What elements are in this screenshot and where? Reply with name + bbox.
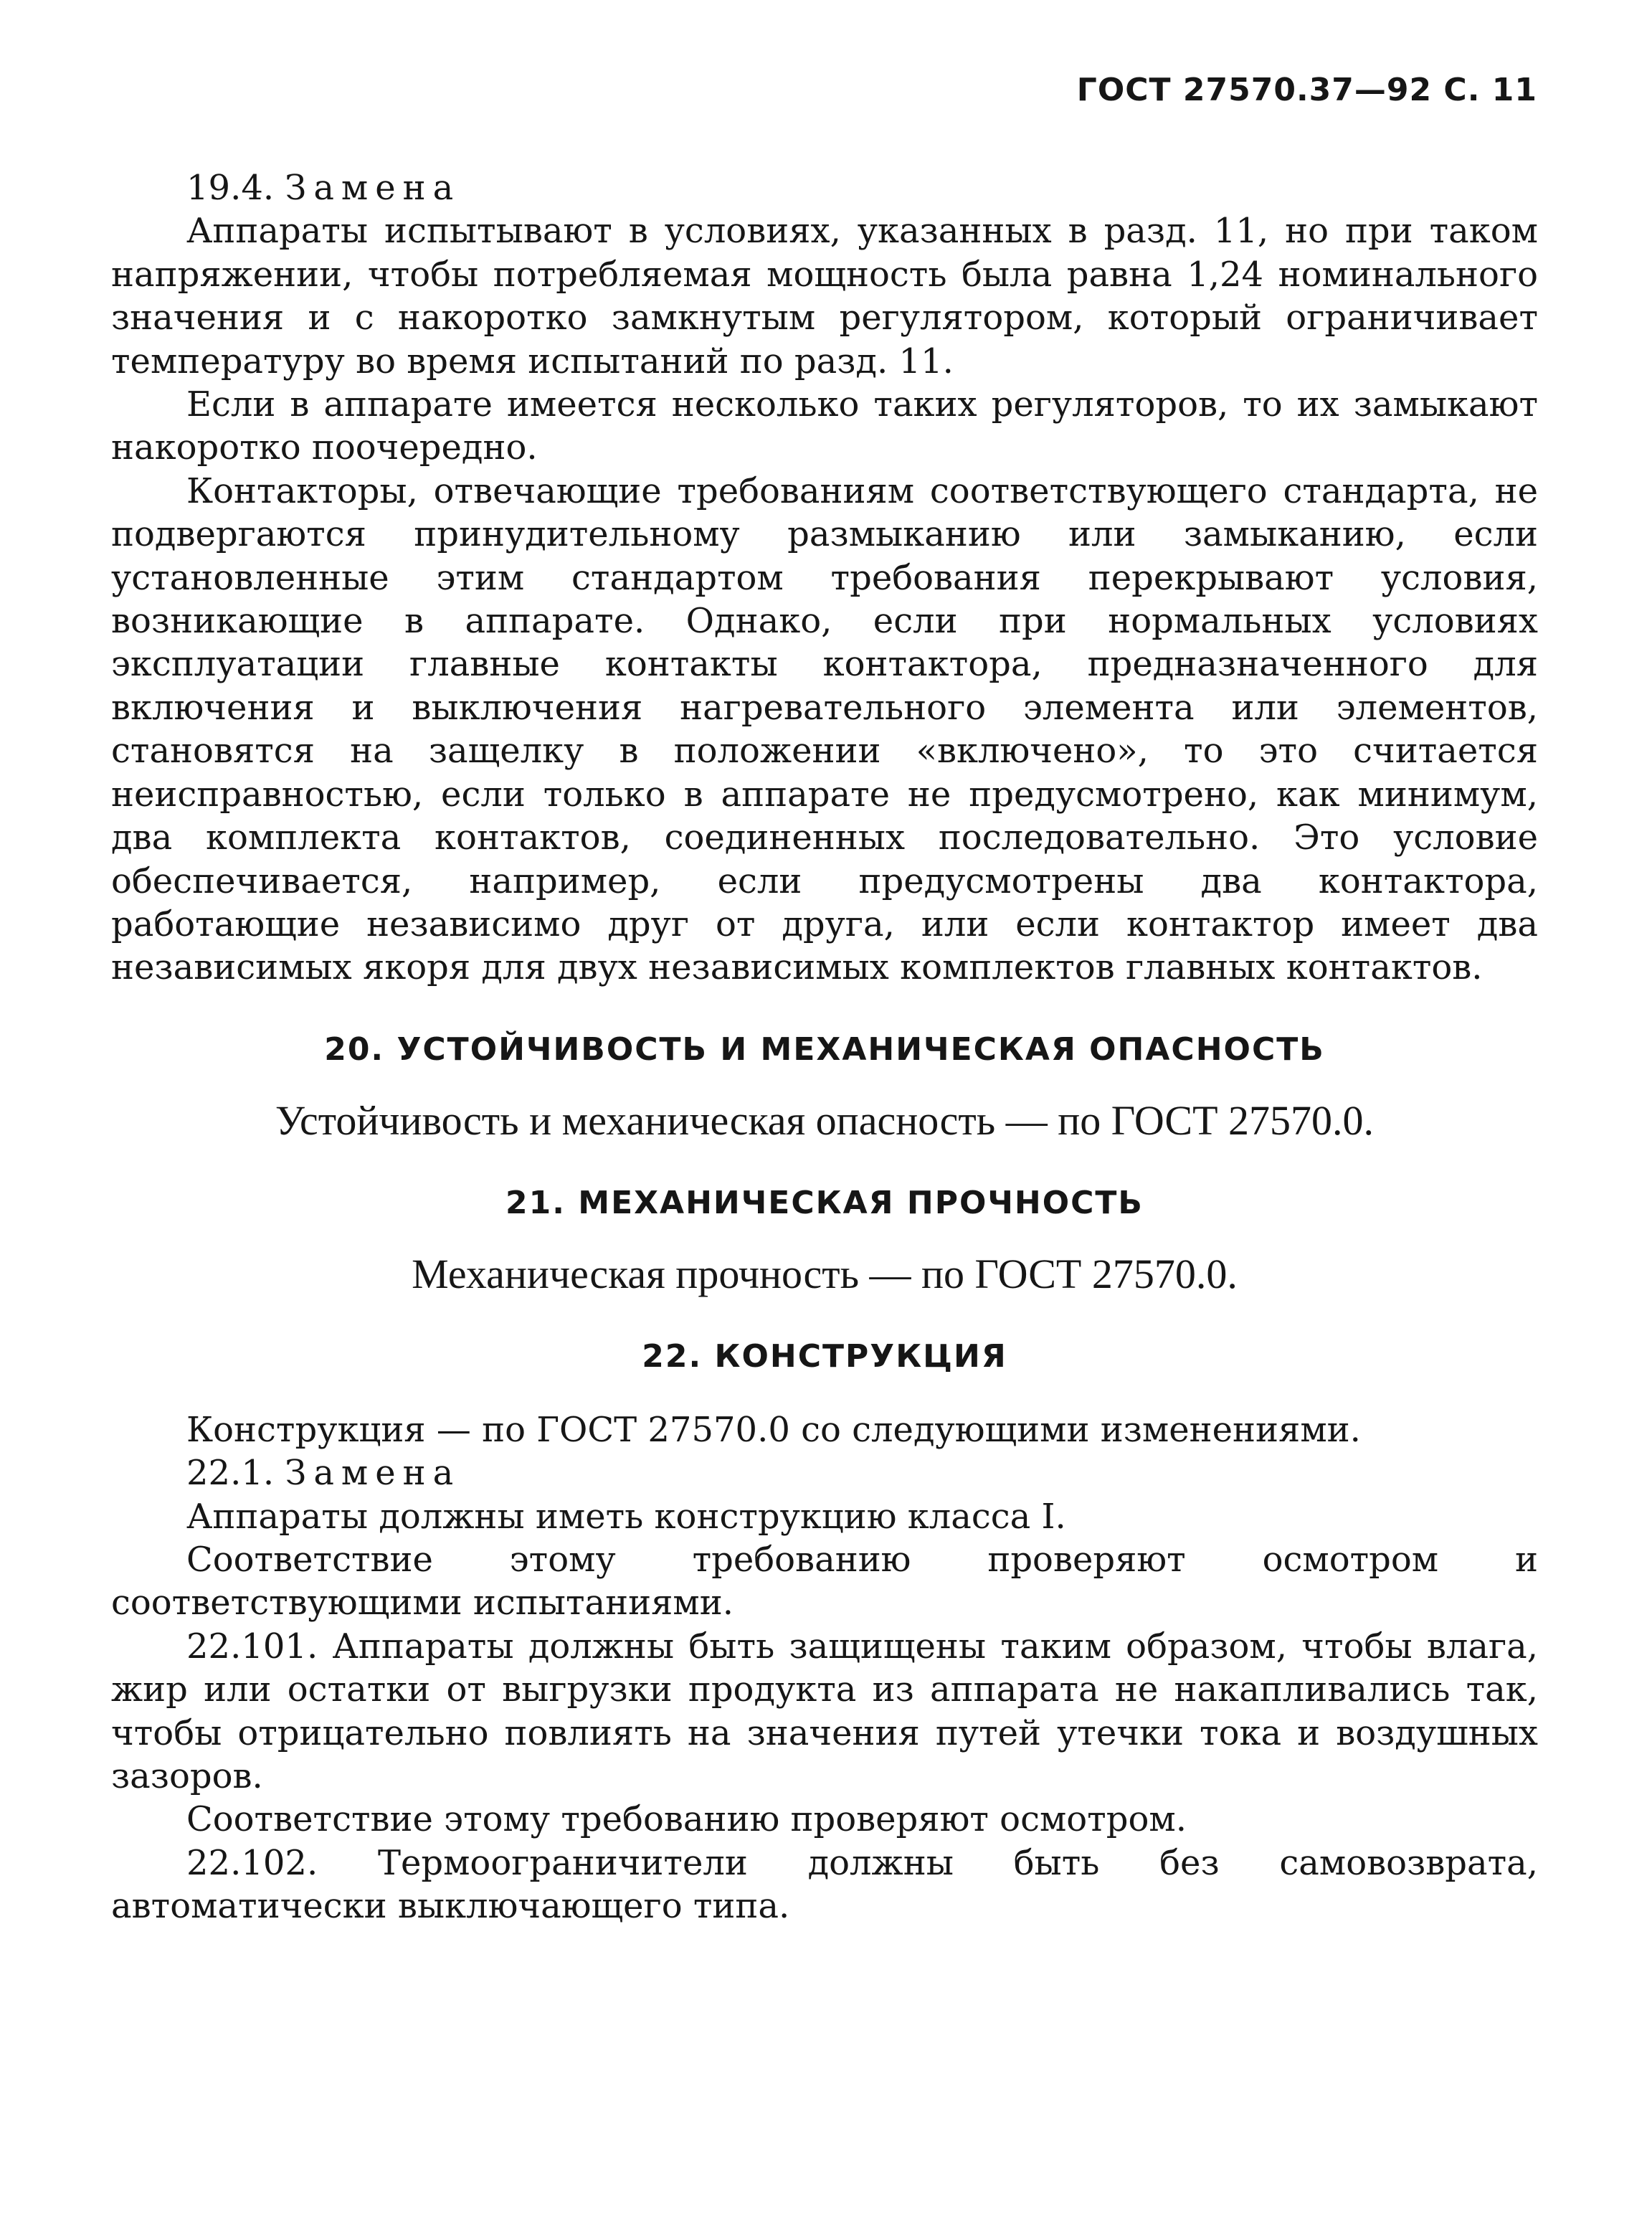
clause-22-102: 22.102. Термоограничители должны быть без самовозврата, автоматически выключающего типа. (111, 1842, 1538, 1927)
clause-22-101: 22.101. Аппараты должны быть защищены таким образом, чтобы влага, жир или остатки от выгрузки продукта из аппарата не накапливались так, чтобы отрицательно повлиять на значения путей утечки тока и воздушных зазоров. (111, 1626, 1538, 1796)
clause-heading: Замена (285, 1453, 461, 1494)
section-20-title: 20. УСТОЙЧИВОСТЬ И МЕХАНИЧЕСКАЯ ОПАСНОСТЬ (324, 1030, 1325, 1068)
paragraph: Аппараты должны иметь конструкцию класса I. (186, 1496, 1066, 1537)
clause-number: 19.4. (186, 168, 275, 208)
section-21-title: 21. МЕХАНИЧЕСКАЯ ПРОЧНОСТЬ (505, 1184, 1144, 1221)
document-body (111, 166, 1538, 1928)
section-21-text: Механическая прочность — по ГОСТ 27570.0. (412, 1250, 1238, 1297)
section-22-intro: Конструкция — по ГОСТ 27570.0 со следующими изменениями. (186, 1409, 1361, 1450)
paragraph: Соответствие этому требованию проверяют осмотром и соответствующими испытаниями. (111, 1539, 1538, 1624)
clause-number: 22.1. (186, 1453, 275, 1494)
section-22-title: 22. КОНСТРУКЦИЯ (642, 1337, 1007, 1375)
paragraph: Контакторы, отвечающие требованиям соответствующего стандарта, не подвергаются принудительному размыканию или замыканию, если установленные этим стандартом требования перекрывают условия, возникающие в аппарате. Однако, если при нормальных условиях эксплуатации главные контакты контактора, предназначенного для включения и выключения нагревательного элемента или элементов, становятся на защелку в положении «включено», то это считается неисправностью, если только в аппарате не предусмотрено, как минимум, два комплекта контактов, соединенных последовательно. Это условие обеспечивается, например, если предусмотрены два контактора, работающие независимо друг от друга, или если контактор имеет два независимых якоря для двух независимых комплектов главных контактов. (111, 470, 1538, 988)
running-header: ГОСТ 27570.37—92 С. 11 (1076, 72, 1537, 108)
paragraph: Соответствие этому требованию проверяют осмотром. (186, 1799, 1187, 1840)
paragraph: Аппараты испытывают в условиях, указанных в разд. 11, но при таком напряжении, чтобы потребляемая мощность была равна 1,24 номинального значения и с накоротко замкнутым регулятором, который ограничивает температуру во время испытаний по разд. 11. (111, 211, 1538, 381)
section-20-text: Устойчивость и механическая опасность — по ГОСТ 27570.0. (275, 1096, 1375, 1144)
paragraph: Если в аппарате имеется несколько таких регуляторов, то их замыкают накоротко поочередно. (111, 384, 1538, 468)
clause-19-4-heading (111, 166, 1538, 209)
clause-heading: Замена (285, 168, 461, 208)
clause-22-1-heading (111, 1451, 1538, 1494)
